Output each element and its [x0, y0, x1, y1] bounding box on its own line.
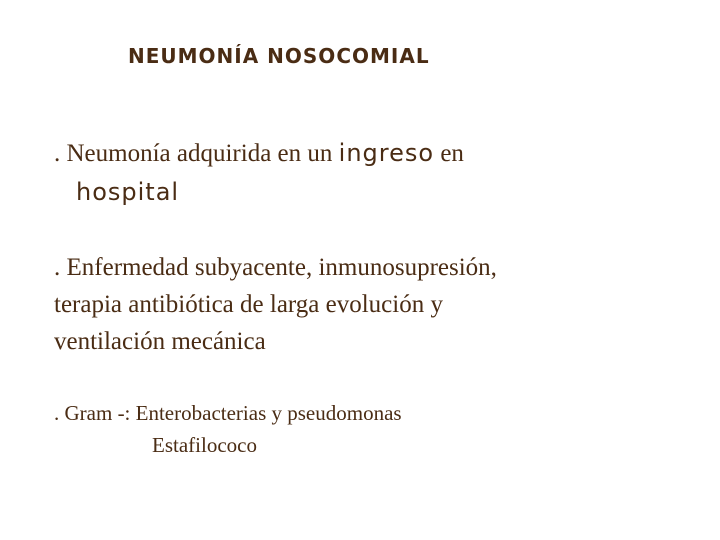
bullet2-line3: ventilación mecánica [54, 328, 266, 355]
bullet1-mid: en [440, 140, 464, 167]
bullet2-line1: . Enfermedad subyacente, inmunosupresión, [54, 254, 497, 281]
bullet1-emphasis-hospital: hospital [76, 178, 180, 206]
bullet2-line2: terapia antibiótica de larga evolución y [54, 291, 443, 318]
bullet1-emphasis-ingreso: ingreso [338, 139, 435, 167]
bullet3-line1: . Gram -: Enterobacterias y pseudomonas [54, 401, 402, 425]
bullet1-prefix: . Neumonía adquirida en un [54, 140, 333, 167]
bullet3-line2: Estafilococo [152, 433, 257, 457]
slide-title: NEUMONÍA NOSOCOMIAL [128, 44, 430, 68]
bullet-pathogens [54, 397, 402, 461]
bullet-risk-factors [54, 249, 497, 360]
bullet-hospital-acquired [54, 134, 464, 211]
